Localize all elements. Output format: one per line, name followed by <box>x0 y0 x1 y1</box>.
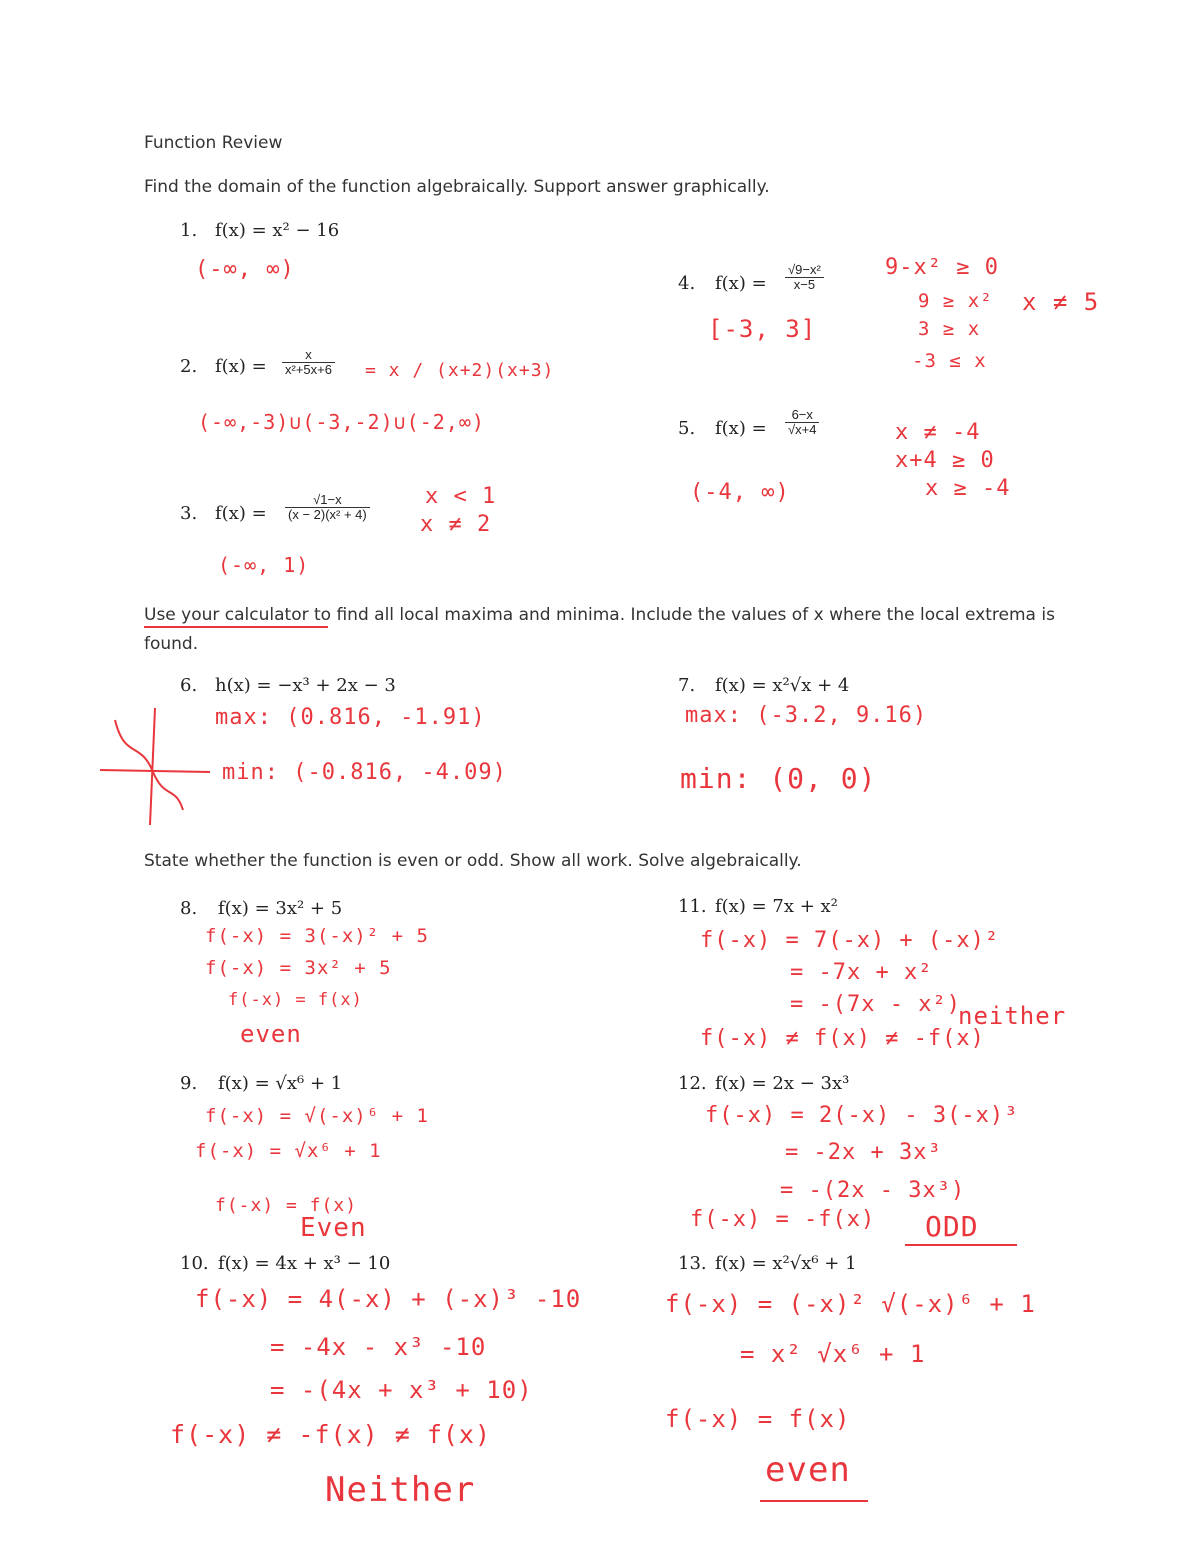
problem-2-label: 2. <box>180 356 198 377</box>
problem-2-factored: = x / (x+2)(x+3) <box>365 360 555 381</box>
problem-13-label: 13. <box>678 1253 707 1274</box>
problem-13-step-3: f(-x) = f(x) <box>665 1405 851 1433</box>
problem-9-step-2: f(-x) = √x⁶ + 1 <box>195 1140 382 1162</box>
problem-11-function: f(x) = 7x + x² <box>715 896 838 917</box>
problem-6-function: h(x) = −x³ + 2x − 3 <box>215 675 396 696</box>
parity-instruction: State whether the function is even or odd. Show all work. Solve algebraically. <box>144 851 802 871</box>
problem-7-function: f(x) = x²√x + 4 <box>715 675 850 696</box>
problem-7-min: min: (0, 0) <box>680 762 877 795</box>
problem-4-work-1: 9-x² ≥ 0 <box>885 255 999 280</box>
problem-5-work-3: x ≥ -4 <box>925 476 1011 501</box>
problem-4-numerator: √9−x² <box>785 263 824 278</box>
problem-10-answer: Neither <box>325 1470 476 1510</box>
problem-3-lhs: f(x) = <box>215 503 267 524</box>
problem-11-step-1: f(-x) = 7(-x) + (-x)² <box>700 928 1000 953</box>
page-title: Function Review <box>144 133 283 153</box>
problem-12-label: 12. <box>678 1073 707 1094</box>
problem-12-function: f(x) = 2x − 3x³ <box>715 1073 850 1094</box>
problem-13-function: f(x) = x²√x⁶ + 1 <box>715 1253 857 1274</box>
problem-4-work-2: 9 ≥ x² <box>918 290 993 312</box>
problem-11-label: 11. <box>678 896 707 917</box>
problem-7-label: 7. <box>678 675 696 696</box>
problem-11-step-3: = -(7x - x²) <box>790 992 961 1017</box>
problem-4-label: 4. <box>678 273 696 294</box>
problem-5-fraction <box>785 408 819 438</box>
problem-9-label: 9. <box>180 1073 198 1094</box>
answer-underline <box>905 1244 1017 1246</box>
problem-7-max: max: (-3.2, 9.16) <box>685 703 928 728</box>
problem-5-label: 5. <box>678 418 696 439</box>
problem-11-answer: neither <box>958 1002 1067 1030</box>
problem-6-label: 6. <box>180 675 198 696</box>
problem-2-numerator: x <box>282 348 335 363</box>
problem-2-fraction <box>282 348 335 378</box>
problem-3-denominator: (x − 2)(x² + 4) <box>288 507 367 523</box>
problem-3-label: 3. <box>180 503 198 524</box>
problem-10-step-4: f(-x) ≠ -f(x) ≠ f(x) <box>170 1420 492 1449</box>
problem-5-lhs: f(x) = <box>715 418 767 439</box>
problem-3-fraction <box>285 493 370 523</box>
problem-8-label: 8. <box>180 898 198 919</box>
problem-6-min: min: (-0.816, -4.09) <box>222 760 507 785</box>
problem-4-note: x ≠ 5 <box>1022 288 1100 316</box>
problem-1-label: 1. <box>180 220 198 241</box>
problem-5-answer: (-4, ∞) <box>690 480 790 505</box>
problem-9-step-3: f(-x) = f(x) <box>215 1195 358 1216</box>
sketch-graph-icon <box>95 700 215 830</box>
problem-13-answer: even <box>765 1450 851 1490</box>
problem-8-step-1: f(-x) = 3(-x)² + 5 <box>205 925 429 947</box>
problem-4-lhs: f(x) = <box>715 273 767 294</box>
problem-5-work-1: x ≠ -4 <box>895 420 981 445</box>
problem-3-note-2: x ≠ 2 <box>420 512 492 537</box>
problem-3-answer: (-∞, 1) <box>218 553 310 577</box>
problem-12-step-1: f(-x) = 2(-x) - 3(-x)³ <box>705 1103 1019 1128</box>
problem-11-step-2: = -7x + x² <box>790 960 933 985</box>
problem-4-work-3: 3 ≥ x <box>918 318 981 340</box>
problem-9-function: f(x) = √x⁶ + 1 <box>218 1073 343 1094</box>
problem-3-numerator: √1−x <box>285 493 370 508</box>
problem-2-answer: (-∞,-3)∪(-3,-2)∪(-2,∞) <box>198 410 485 434</box>
problem-10-function: f(x) = 4x + x³ − 10 <box>218 1253 391 1274</box>
problem-8-step-3: f(-x) = f(x) <box>228 990 363 1010</box>
problem-12-step-3: = -(2x - 3x³) <box>780 1178 966 1203</box>
problem-5-denominator: √x+4 <box>788 422 817 438</box>
problem-11-step-4: f(-x) ≠ f(x) ≠ -f(x) <box>700 1026 985 1051</box>
problem-4-answer: [-3, 3] <box>708 315 817 343</box>
problem-12-answer: ODD <box>925 1210 979 1243</box>
problem-10-label: 10. <box>180 1253 209 1274</box>
problem-1-answer: (-∞, ∞) <box>195 257 295 282</box>
problem-10-step-3: = -(4x + x³ + 10) <box>270 1376 533 1404</box>
problem-13-step-1: f(-x) = (-x)² √(-x)⁶ + 1 <box>665 1290 1036 1318</box>
problem-4-denominator: x−5 <box>793 277 816 293</box>
problem-8-answer: even <box>240 1020 302 1048</box>
problem-10-step-1: f(-x) = 4(-x) + (-x)³ -10 <box>195 1285 582 1313</box>
problem-9-answer: Even <box>300 1213 367 1243</box>
problem-5-numerator: 6−x <box>785 408 819 423</box>
problem-8-step-2: f(-x) = 3x² + 5 <box>205 957 392 979</box>
problem-2-lhs: f(x) = <box>215 356 267 377</box>
problem-8-function: f(x) = 3x² + 5 <box>218 898 343 919</box>
problem-12-step-4: f(-x) = -f(x) <box>690 1207 876 1232</box>
problem-10-step-2: = -4x - x³ -10 <box>270 1333 487 1361</box>
extrema-instruction: Use your calculator to find all local maxima and minima. Include the values of x where the local extrema is found. <box>144 605 1055 654</box>
problem-13-step-2: = x² √x⁶ + 1 <box>740 1340 926 1368</box>
problem-12-step-2: = -2x + 3x³ <box>785 1140 942 1165</box>
problem-1-function: f(x) = x² − 16 <box>215 220 340 241</box>
problem-9-step-1: f(-x) = √(-x)⁶ + 1 <box>205 1105 429 1127</box>
instruction-underline <box>144 626 328 628</box>
problem-6-max: max: (0.816, -1.91) <box>215 705 486 730</box>
problem-4-work-4: -3 ≤ x <box>912 350 987 372</box>
problem-3-note-1: x < 1 <box>425 484 497 509</box>
problem-4-fraction <box>785 263 824 293</box>
problem-5-work-2: x+4 ≥ 0 <box>895 448 995 473</box>
problem-2-denominator: x²+5x+6 <box>285 362 332 378</box>
answer-underline-13 <box>760 1500 868 1502</box>
domain-instruction: Find the domain of the function algebraically. Support answer graphically. <box>144 177 770 197</box>
